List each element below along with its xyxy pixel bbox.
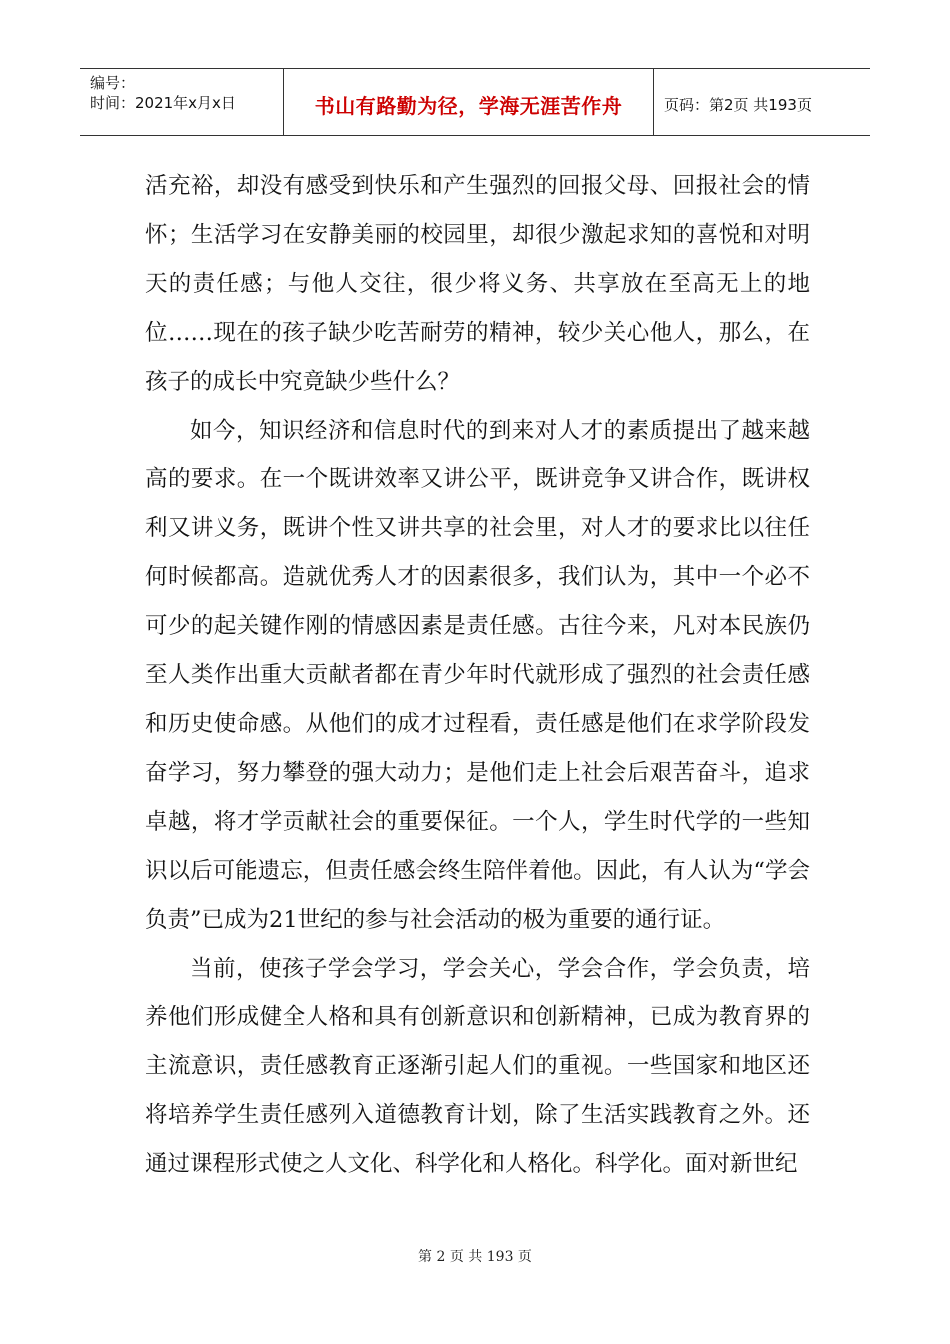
header-page-info: 页码：第2页 共193页 [664,95,812,114]
document-number-label: 编号： [90,74,136,92]
page-footer: 第 2 页 共 193 页 [418,1249,532,1265]
paragraph-3: 当前，使孩子学会学习，学会关心，学会合作，学会负责，培养他们形成健全人格和具有创新意识和创新精神，已成为教育界的主流意识，责任感教育正逐渐引起人们的重视。一些国家和地区还将培养学生责任感列入道德教育计划，除了生活实践教育之外。还通过课程形式使之人文化、科学化和人格化。科学化。面对新世纪 [145,955,810,1178]
paragraph-1: 活充裕，却没有感受到快乐和产生强烈的回报父母、回报社会的情怀；生活学习在安静美丽的校园里，却很少激起求知的喜悦和对明天的责任感；与他人交往，很少将义务、共享放在至高无上的地位……现在的孩子缺少吃苦耐劳的精神，较少关心他人，那么，在孩子的成长中究竟缺少些什么？ [145,173,810,395]
document-time-label: 时间：2021年x月x日 [90,94,236,112]
page-header [80,68,870,136]
paragraph-2: 如今，知识经济和信息时代的到来对人才的素质提出了越来越高的要求。在一个既讲效率又讲公平，既讲竞争又讲合作，既讲权利又讲义务，既讲个性又讲共享的社会里，对人才的要求比以往任何时候都高。造就优秀人才的因素很多，我们认为，其中一个必不可少的起关键作刚的情感因素是责任感。古往今来，凡对本民族仍至人类作出重大贡献者都在青少年时代就形成了强烈的社会责任感和历史使命感。从他们的成才过程看，责任感是他们在求学阶段发奋学习，努力攀登的强大动力；是他们走上社会后艰苦奋斗，追求卓越，将才学贡献社会的重要保征。一个人，学生时代学的一些知识以后可能遗忘，但责任感会终生陪伴着他。因此，有人认为“学会负责”已成为21世纪的参与社会活动的极为重要的通行证。 [145,417,810,933]
document-body [145,162,810,1189]
header-motto: 书山有路勤为径，学海无涯苦作舟 [283,69,654,135]
header-meta [80,69,283,135]
